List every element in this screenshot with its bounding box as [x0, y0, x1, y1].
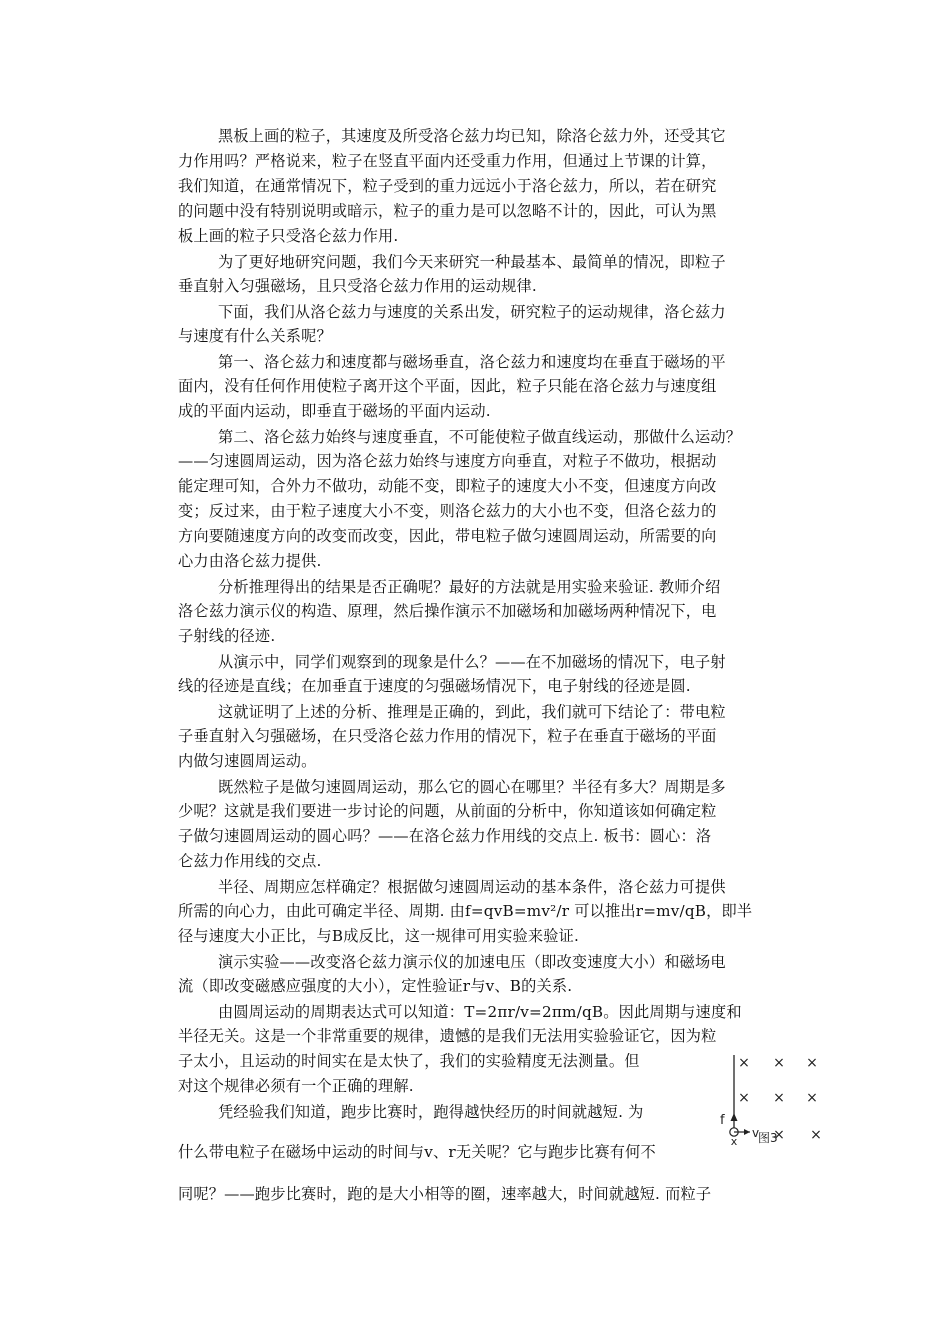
text-line: 为了更好地研究问题，我们今天来研究一种最基本、最简单的情况，即粒子: [218, 253, 726, 271]
text-line: 成的平面内运动，即垂直于磁场的平面内运动.: [178, 402, 491, 420]
field-cross: ×: [738, 1055, 750, 1071]
text-line: 径与速度大小正比，与B成反比，这一规律可用实验来验证.: [178, 927, 580, 945]
text-line: 力作用吗？严格说来，粒子在竖直平面内还受重力作用，但通过上节课的计算，: [178, 152, 717, 170]
text-line: 子垂直射入匀强磁场，在只受洛仑兹力作用的情况下，粒子在垂直于磁场的平面: [178, 727, 717, 745]
text-line: 第二、洛仑兹力始终与速度垂直，不可能使粒子做直线运动，那做什么运动？: [218, 428, 742, 446]
text-line: 黑板上画的粒子，其速度及所受洛仑兹力均已知，除洛仑兹力外，还受其它: [218, 127, 726, 145]
text-line: 对这个规律必须有一个正确的理解.: [178, 1077, 414, 1095]
text-line: 下面，我们从洛仑兹力与速度的关系出发，研究粒子的运动规律，洛仑兹力: [218, 303, 726, 321]
field-cross: ×: [806, 1090, 818, 1106]
text-line: 内做匀速圆周运动。: [178, 752, 317, 770]
force-arrowhead: [731, 1113, 738, 1121]
text-line: 心力由洛仑兹力提供.: [178, 552, 322, 570]
text-line: 第一、洛仑兹力和速度都与磁场垂直，洛仑兹力和速度均在垂直于磁场的平: [218, 353, 726, 371]
field-cross: ×: [810, 1127, 822, 1143]
text-line: 同呢？——跑步比赛时，跑的是大小相等的圈，速率越大，时间就越短. 而粒子: [178, 1185, 712, 1203]
text-line: 子太小，且运动的时间实在是太快了，我们的实验精度无法测量。但: [178, 1052, 640, 1070]
text-line: 由圆周运动的周期表达式可以知道：T=2πr/v=2πm/qB。因此周期与速度和: [218, 1003, 742, 1021]
text-line: 面内，没有任何作用使粒子离开这个平面，因此，粒子只能在洛仑兹力与速度组: [178, 377, 717, 395]
text-line: 流（即改变磁感应强度的大小），定性验证r与v、B的关系.: [178, 977, 573, 995]
text-line: 能定理可知，合外力不做功，动能不变，即粒子的速度大小不变，但速度方向改: [178, 477, 717, 495]
text-line: 既然粒子是做匀速圆周运动，那么它的圆心在哪里？半径有多大？周期是多: [218, 778, 726, 796]
text-line: 半径无关。这是一个非常重要的规律，遗憾的是我们无法用实验验证它，因为粒: [178, 1027, 717, 1045]
velocity-arrowhead: [744, 1129, 750, 1135]
text-line: 这就证明了上述的分析、推理是正确的，到此，我们就可下结论了：带电粒: [218, 703, 726, 721]
field-cross: ×: [773, 1090, 785, 1106]
text-line: 分析推理得出的结果是否正确呢？最好的方法就是用实验来验证. 教师介绍: [218, 578, 721, 596]
field-cross: ×: [773, 1055, 785, 1071]
text-line: 变；反过来，由于粒子速度大小不变，则洛仑兹力的大小也不变，但洛仑兹力的: [178, 502, 717, 520]
field-cross: ×: [806, 1055, 818, 1071]
figure-caption: 图3: [758, 1131, 778, 1145]
text-line: 与速度有什么关系呢？: [178, 327, 332, 345]
charge-label: x: [730, 1135, 738, 1148]
text-line: 凭经验我们知道，跑步比赛时，跑得越快经历的时间就越短. 为: [218, 1103, 644, 1121]
text-line: 什么带电粒子在磁场中运动的时间与v、r无关呢？它与跑步比赛有何不: [178, 1143, 656, 1161]
text-line: 子做匀速圆周运动的圆心吗？——在洛仑兹力作用线的交点上. 板书：圆心：洛: [178, 827, 712, 845]
field-cross: ×: [738, 1090, 750, 1106]
text-line: 子射线的径迹.: [178, 627, 276, 645]
text-line: 的问题中没有特别说明或暗示，粒子的重力是可以忽略不计的，因此，可认为黑: [178, 202, 717, 220]
text-line: 垂直射入匀强磁场，且只受洛仑兹力作用的运动规律.: [178, 277, 537, 295]
text-line: 半径、周期应怎样确定？根据做匀速圆周运动的基本条件，洛仑兹力可提供: [218, 878, 726, 896]
text-line: 线的径迹是直线；在加垂直于速度的匀强磁场情况下，电子射线的径迹是圆.: [178, 677, 691, 695]
text-line: 洛仑兹力演示仪的构造、原理，然后操作演示不加磁场和加磁场两种情况下，电: [178, 602, 717, 620]
text-line: 方向要随速度方向的改变而改变，因此，带电粒子做匀速圆周运动，所需要的向: [178, 527, 717, 545]
force-label: f: [720, 1113, 725, 1128]
text-line: 从演示中，同学们观察到的现象是什么？——在不加磁场的情况下，电子射: [218, 653, 726, 671]
text-line: 仑兹力作用线的交点.: [178, 852, 322, 870]
velocity-label: v: [752, 1126, 760, 1140]
text-line: 演示实验——改变洛仑兹力演示仪的加速电压（即改变速度大小）和磁场电: [218, 953, 726, 971]
magnetic-field-figure: [712, 1050, 832, 1175]
text-line: 我们知道，在通常情况下，粒子受到的重力远远小于洛仑兹力，所以，若在研究: [178, 177, 717, 195]
text-line: 板上画的粒子只受洛仑兹力作用.: [178, 227, 399, 245]
text-line: 少呢？这就是我们要进一步讨论的问题，从前面的分析中，你知道该如何确定粒: [178, 802, 717, 820]
field-cross: ×: [773, 1127, 785, 1143]
text-line: 所需的向心力，由此可确定半径、周期. 由f=qvB=mv²/r 可以推出r=mv/qB，即半: [178, 902, 753, 920]
text-line: ——匀速圆周运动，因为洛仑兹力始终与速度方向垂直，对粒子不做功，根据动: [178, 452, 717, 470]
